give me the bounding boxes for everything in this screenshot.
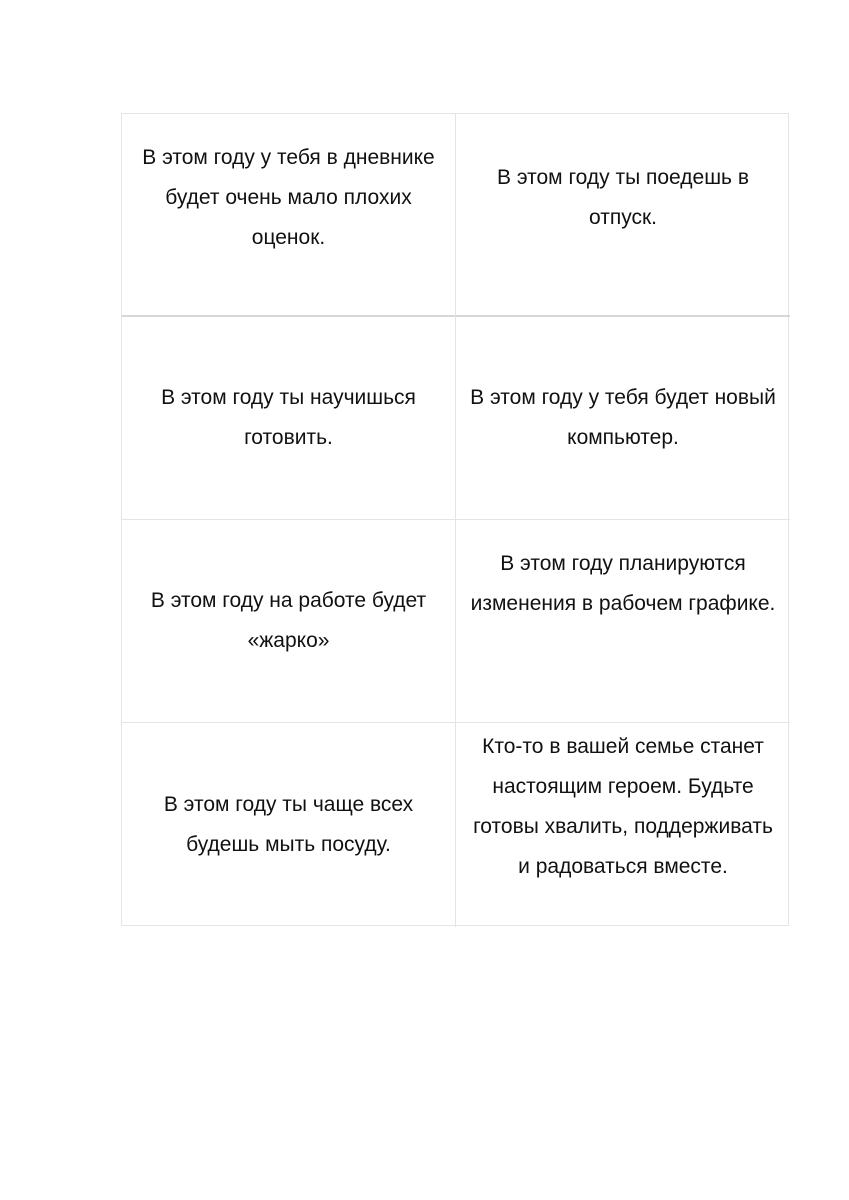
card-2: [456, 114, 790, 317]
card-6-text: В этом году планируются изменения в рабочем графике.: [470, 552, 776, 615]
card-7-text: В этом году ты чаще всех будешь мыть посуду.: [163, 793, 414, 856]
card-2-text: В этом году ты поедешь в отпуск.: [497, 166, 749, 229]
card-3-text: В этом году ты научишься готовить.: [161, 386, 416, 449]
card-5: [122, 520, 456, 723]
card-4-text: В этом году у тебя будет новый компьютер.: [470, 386, 776, 449]
card-3: [122, 317, 456, 520]
card-1-text: В этом году у тебя в дневнике будет очень мало плохих оценок.: [142, 146, 435, 249]
card-4: [456, 317, 790, 520]
card-8-text: Кто-то в вашей семье станет настоящим героем. Будьте готовы хвалить, поддерживать и радоваться вместе.: [473, 735, 773, 878]
prediction-cards-table: [121, 113, 789, 926]
card-1: [122, 114, 456, 317]
card-5-text: В этом году на работе будет «жарко»: [150, 589, 427, 652]
card-7: [122, 723, 456, 927]
card-8: [456, 723, 790, 927]
card-6: [456, 520, 790, 723]
